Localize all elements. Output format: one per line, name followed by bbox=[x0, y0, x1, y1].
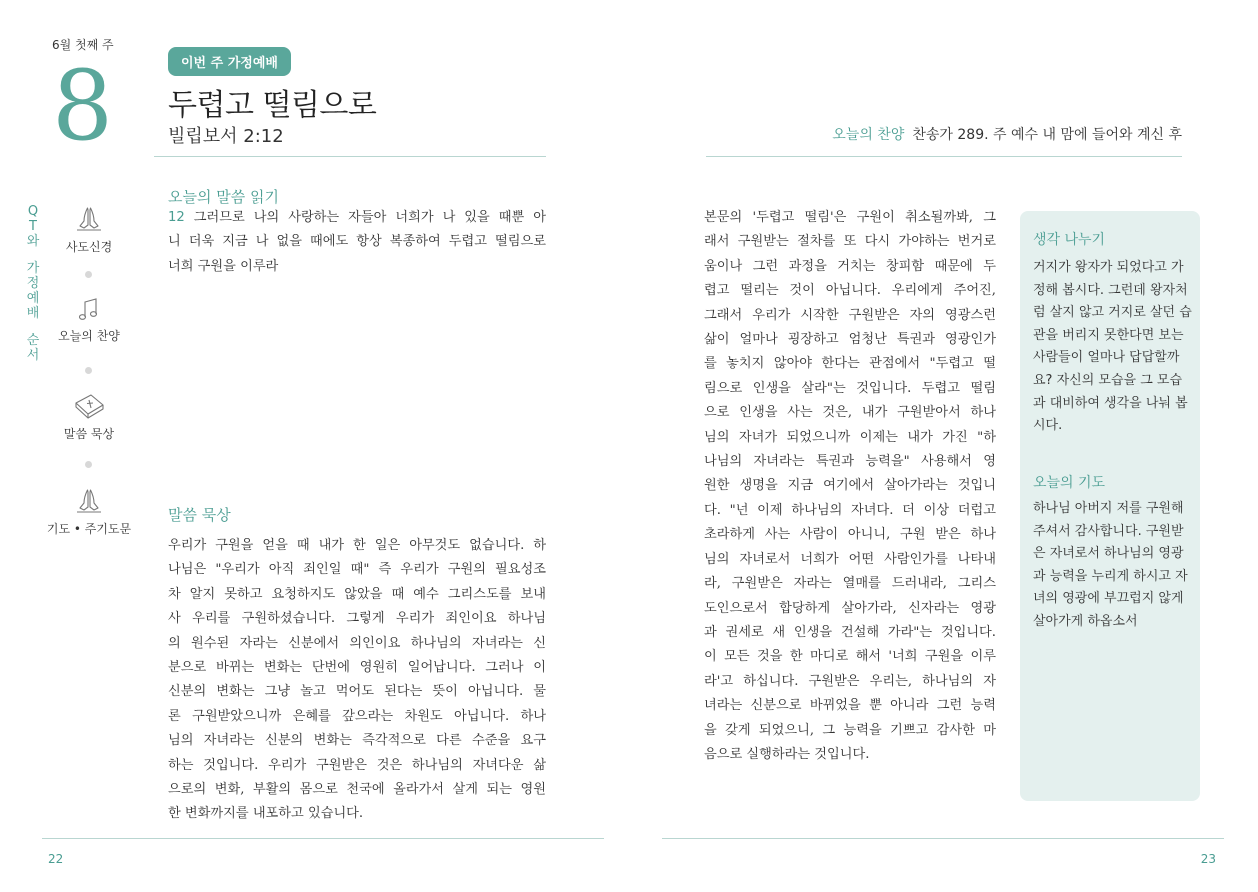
share-heading: 생각 나누기 bbox=[1033, 232, 1106, 248]
body-line: 본문의 '두렵고 떨림'은 구원이 취소될까봐, 그 bbox=[704, 210, 996, 225]
vertical-char: T bbox=[29, 219, 37, 234]
meditation-line: 차 알지 못하고 요청하지도 않았을 때 예수 그리스도를 보내 bbox=[168, 586, 546, 602]
body-line: 녀라는 신분으로 바뀌었을 뿐 아니라 그런 능력 bbox=[704, 698, 996, 714]
share-text bbox=[1033, 257, 1193, 438]
meditation-heading: 말씀 묵상 bbox=[168, 506, 231, 524]
share-line: 럼 살지 않고 거지로 살던 습 bbox=[1033, 305, 1192, 321]
header-divider-right bbox=[706, 156, 1182, 157]
page-number-left: 22 bbox=[48, 852, 64, 866]
vertical-gap bbox=[26, 321, 40, 333]
meditation-line: 분으로 바뀌는 변화는 단번에 영원히 일어납니다. 그러나 이 bbox=[168, 660, 546, 676]
share-line: 사람들이 얼마나 답답할까 bbox=[1033, 350, 1180, 366]
body-line: 님의 자녀가 되었으니까 이제는 내가 가진 "하 bbox=[704, 429, 996, 445]
sidebar-item-apostles-creed bbox=[44, 204, 134, 255]
vertical-char: 배 bbox=[26, 306, 40, 321]
right-body-text bbox=[704, 206, 996, 767]
body-line: 으로 인생을 사는 것은, 내가 구원받아서 하나 bbox=[704, 405, 996, 421]
body-line: 렵고 떨리는 것이 아닙니다. 우리에게 주어진, bbox=[704, 283, 996, 299]
meditation-line: 론 구원받았으니까 은혜를 갚으라는 차원도 아닙니다. 하나 bbox=[168, 708, 546, 724]
meditation-line: 의 원수된 자라는 신분에서 의인이요 하나님의 자녀라는 신 bbox=[168, 635, 546, 651]
body-line: 그래서 우리가 시작한 구원받은 자의 영광스런 bbox=[704, 307, 996, 323]
sidebar-item-label: 오늘의 찬양 bbox=[58, 329, 120, 343]
share-line: 요? 자신의 모습을 그 모습 bbox=[1033, 372, 1183, 388]
todays-praise bbox=[832, 124, 1182, 144]
vertical-section-title bbox=[26, 204, 40, 363]
vertical-char: 예 bbox=[26, 291, 40, 306]
sidebar-item-label: 말씀 묵상 bbox=[63, 427, 115, 441]
reading-line: 니 더욱 지금 나 없을 때에도 항상 복종하여 두렵고 떨림으로 bbox=[168, 234, 546, 250]
music-note-icon bbox=[74, 297, 104, 323]
body-line: 님의 자녀로서 너희가 어떤 사람인가를 나타내 bbox=[704, 551, 996, 567]
prayer-line: 주셔서 감사합니다. 구원받 bbox=[1033, 523, 1184, 539]
share-line: 과 대비하여 생각을 나눠 봅 bbox=[1033, 395, 1188, 411]
prayer-line: 은 자녀로서 하나님의 영광 bbox=[1033, 546, 1184, 562]
sharing-box bbox=[1020, 211, 1200, 801]
meditation-line: 우리가 구원을 얻을 때 내가 한 일은 아무것도 없습니다. 하 bbox=[168, 538, 546, 553]
prayer-line: 과 능력을 누리게 하시고 자 bbox=[1033, 568, 1188, 584]
prayer-line: 살아가게 하옵소서 bbox=[1033, 613, 1138, 629]
family-worship-tag: 이번 주 가정예배 bbox=[168, 47, 291, 76]
sidebar-item-label: 사도신경 bbox=[65, 240, 113, 254]
verse-number: 12 bbox=[168, 210, 185, 225]
sidebar-item-word-meditation bbox=[44, 391, 134, 442]
vertical-char: 순 bbox=[26, 333, 40, 348]
day-number: 8 bbox=[52, 50, 114, 162]
footer-divider-left bbox=[42, 838, 604, 839]
vertical-char: 서 bbox=[26, 348, 40, 363]
sidebar-item-label: 기도 • 주기도문 bbox=[46, 522, 132, 536]
body-line: 나님의 자녀라는 특권과 능력을" 사용해서 영 bbox=[704, 454, 996, 470]
body-line: 도인으로서 합당하게 살아가라, 신자라는 영광 bbox=[704, 600, 996, 616]
body-line: 를 놓치지 않아야 한다는 관점에서 "두렵고 떨 bbox=[704, 356, 996, 372]
meditation-line: 한 변화까지를 내포하고 있습니다. bbox=[168, 806, 364, 822]
meditation-line: 님의 자녀라는 신분의 변화는 즉각적으로 다른 수준을 요구 bbox=[168, 733, 546, 749]
body-line: 움이나 그런 과정을 거치는 창피함 때문에 두 bbox=[704, 258, 996, 274]
prayer-text bbox=[1033, 498, 1193, 634]
sidebar-item-todays-praise bbox=[44, 297, 134, 344]
body-line: 과 권세로 새 인생을 건설해 가라"는 것입니다. bbox=[704, 624, 996, 640]
prayer-line: 녀의 영광에 부끄럽지 않게 bbox=[1033, 591, 1184, 607]
body-line: 림으로 인생을 살라"는 것입니다. 두렵고 떨림 bbox=[704, 380, 996, 396]
footer-divider-right bbox=[662, 838, 1224, 839]
body-line: 원한 생명을 지금 여기에서 살아가라는 것입니 bbox=[704, 478, 996, 494]
reading-line: 그러므로 나의 사랑하는 자들아 너희가 나 있을 때뿐 아 bbox=[193, 210, 546, 225]
reading-text bbox=[168, 206, 546, 279]
praying-hands-icon bbox=[74, 486, 104, 516]
meditation-line: 사 우리를 구원하셨습니다. 그렇게 우리가 죄인이요 하나님 bbox=[168, 611, 546, 627]
meditation-line: 신분의 변화는 그냥 놀고 먹어도 된다는 뜻이 아닙니다. 물 bbox=[168, 684, 546, 700]
sidebar-dot bbox=[85, 461, 92, 468]
body-line: 을 갖게 되었으니, 그 능력을 기쁘고 감사한 마 bbox=[704, 722, 996, 738]
vertical-char: 가 bbox=[26, 261, 40, 276]
bible-book-icon bbox=[72, 391, 106, 421]
week-label: 6월 첫째 주 bbox=[52, 38, 114, 52]
page-number-right: 23 bbox=[1200, 852, 1216, 866]
body-line: 이 모든 것을 한 마디로 해서 '너희 구원을 이루 bbox=[704, 649, 996, 665]
body-line: 래서 구원받는 절차를 또 다시 가야하는 번거로 bbox=[704, 234, 996, 250]
body-line: 삶이 얼마나 굉장하고 엄청난 특권과 영광인가 bbox=[704, 332, 996, 348]
share-line: 시다. bbox=[1033, 418, 1063, 434]
meditation-text bbox=[168, 534, 546, 827]
share-line: 관을 버리지 못한다면 보는 bbox=[1033, 327, 1184, 343]
vertical-char: Q bbox=[27, 204, 39, 219]
vertical-gap bbox=[26, 249, 40, 261]
todays-praise-label: 오늘의 찬양 bbox=[832, 127, 905, 143]
body-line: 라'고 하십니다. 구원받은 우리는, 하나님의 자 bbox=[704, 673, 996, 689]
body-line: 초라하게 사는 사람이 아니니, 구원 받은 하나 bbox=[704, 527, 996, 543]
share-line: 정해 봅시다. 그런데 왕자처 bbox=[1033, 282, 1188, 298]
sidebar-dot bbox=[85, 367, 92, 374]
meditation-line: 나님은 "우리가 아직 죄인일 때" 즉 우리가 구원의 필요성조 bbox=[168, 562, 546, 578]
meditation-line: 으로의 변화, 부활의 몸으로 천국에 올라가서 살게 되는 영원 bbox=[168, 782, 546, 798]
page-title: 두렵고 떨림으로 bbox=[168, 88, 377, 123]
praying-hands-icon bbox=[74, 204, 104, 234]
meditation-line: 하는 것입니다. 우리가 구원받은 것은 하나님의 자녀다운 삶 bbox=[168, 757, 546, 773]
prayer-line: 하나님 아버지 저를 구원해 bbox=[1033, 501, 1184, 516]
body-line: 음으로 실행하라는 것입니다. bbox=[704, 746, 870, 762]
header-divider-left bbox=[154, 156, 546, 157]
prayer-heading: 오늘의 기도 bbox=[1033, 475, 1106, 491]
vertical-char: 와 bbox=[26, 234, 40, 249]
body-line: 라, 구원받은 자라는 열매를 드러내라, 그리스 bbox=[704, 576, 996, 592]
vertical-char: 정 bbox=[26, 276, 40, 291]
body-line: 다. "넌 이제 하나님의 자녀다. 더 이상 더럽고 bbox=[704, 502, 996, 518]
reading-line: 너희 구원을 이루라 bbox=[168, 258, 279, 274]
todays-praise-text: 찬송가 289. 주 예수 내 맘에 들어와 계신 후 bbox=[912, 127, 1182, 143]
reading-heading: 오늘의 말씀 읽기 bbox=[168, 188, 279, 206]
scripture-reference: 빌립보서 2:12 bbox=[168, 126, 284, 147]
share-line: 거지가 왕자가 되었다고 가 bbox=[1033, 260, 1184, 275]
sidebar-item-prayer bbox=[44, 486, 134, 537]
sidebar-dot bbox=[85, 271, 92, 278]
